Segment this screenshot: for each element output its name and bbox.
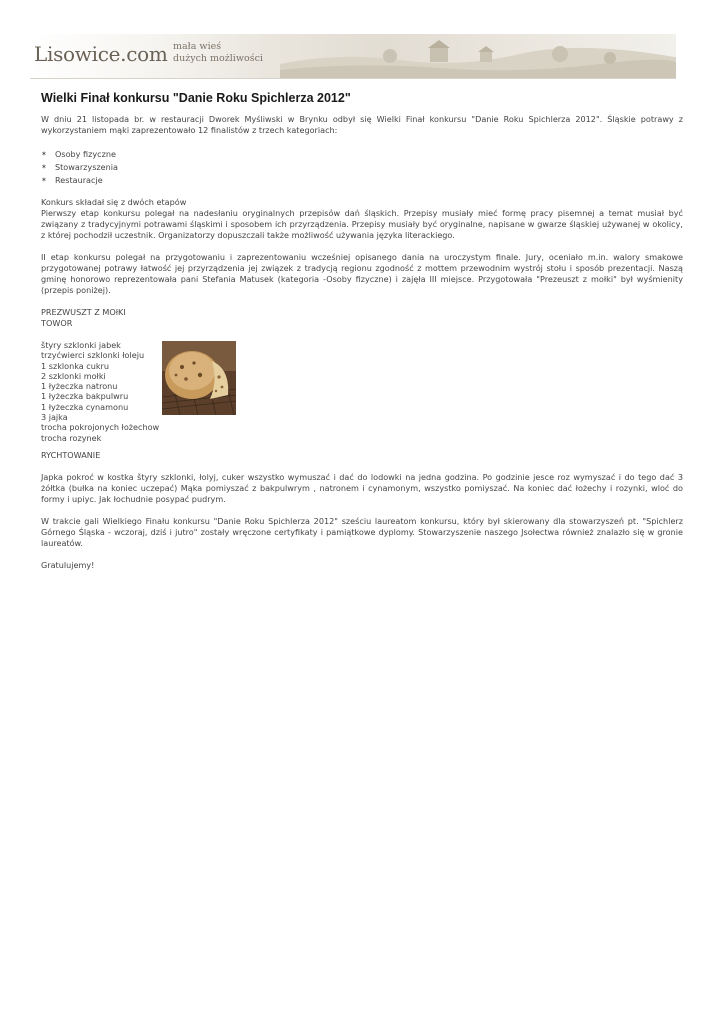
category-list [41, 148, 683, 187]
recipe-block [41, 340, 683, 450]
stages-heading: Konkurs składał się z dwóch etapów [41, 197, 187, 207]
ingredient-list [41, 340, 159, 443]
star-bullet-icon: ✶ [41, 150, 47, 158]
ingredient-item: 3 jajka [41, 412, 68, 423]
ingredient-item: trzyćwierci szklonki łoleju [41, 350, 145, 361]
ingredient-item: trocha pokrojonych łożechow [41, 422, 160, 433]
gala-text: W trakcie gali Wielkiego Finału konkursu "Danie Roku Spichlerza 2012" sześciu laureatom konkursu, który był skierowany dla stowarzyszeń pt. "Spichlerz Górnego Śląska - wczoraj, dziś i jutro" zostały wręczone certyfikaty i pamiątkowe dyplomy. Stowarzyszenie naszego Jsołectwa również znalazło się w gronie laureatów. [41, 516, 683, 548]
ingredient-item: trocha rozynek [41, 432, 102, 443]
ingredient-item: 1 szklonka cukru [41, 360, 110, 371]
tagline-line-2: dużych możliwości [173, 53, 263, 64]
list-item: ✶ Stowarzyszenia [41, 162, 118, 172]
site-tagline [173, 41, 263, 65]
list-item: ✶ Restauracje [41, 175, 103, 185]
tagline-line-1: mała wieś [173, 41, 222, 52]
stage-two-text: II etap konkursu polegał na przygotowaniu i zaprezentowaniu wcześniej opisanego dania na uroczystym finale. Jury, oceniało m.in. walory smakowe przygotowanej potrawy łatwość jej przyrządzenia jej związek z tradycją regionu zgodność z mottem przewodnim wystrój stołu i sposób prezentacji. Naszą gminę honorowo reprezentowała pani Stefania Matusek (kategoria -Osoby fizyczne) i zajęła III miejsce. Przygotowała "Prezeuszt z mołki" był wyśmienity (przepis poniżej). [41, 252, 683, 295]
cake-photo [162, 341, 236, 415]
stage-one-text: Pierwszy etap konkursu polegał na nadesłaniu oryginalnych przepisów dań śląskich. Przepisy musiały mieć formę pracy pisemnej a temat musiał być związany z tradycyjnymi potrawami śląskimi i sposobem ich przyrządzenia. Przepisy musiały być oryginalne, napisane w gwarze śląskiej używanej w okolicy, z której pochodził uczestnik. Organizatorzy dopuszczali także możliwość używania języka literackiego. [41, 208, 683, 240]
landscape-illustration [280, 34, 676, 78]
recipe-title-line-1: PREZWUSZT Z MOłKI [41, 307, 126, 317]
ingredient-item: štyry szklonki jabek [41, 340, 121, 350]
preparation-text: Japka pokroć w kostka štyry szklonki, łolyj, cuker wszystko wymuszać i dać do lodowki na jedna godzina. Po godzinie jesce roz wymyszać i do tego dać 3 żółtka (bułka na koniec uczepać) Mąka pomiyszać z bakpulwrym , natronem i cynamonym, wszystko pomiyszać. Na koniec dać łożechy i rozynki, wloć do formy i upiyc. Jak łochudnie posypać pudrym. [41, 472, 683, 504]
header-banner [30, 34, 676, 79]
ingredient-item: 1 łyżeczka natronu [41, 381, 118, 392]
ingredient-item: 1 łyżeczka bakpulwru [41, 391, 129, 402]
closing-text: Gratulujemy! [41, 560, 95, 570]
article-intro: W dniu 21 listopada br. w restauracji Dworek Myśliwski w Brynku odbył się Wielki Finał konkursu "Danie Roku Spichlerza 2012". Śląskie potrawy z wykorzystaniem mąki zaprezentowało 12 finalistów z trzech kategoriach: [41, 114, 683, 135]
site-logo[interactable]: Lisowice.com [34, 42, 168, 66]
article [41, 91, 683, 571]
article-title: Wielki Finał konkursu "Danie Roku Spichlerza 2012" [41, 91, 351, 105]
list-item: ✶ Osoby fizyczne [41, 149, 116, 159]
ingredient-item: 1 łyżeczka cynamonu [41, 401, 129, 412]
ingredient-item: 2 szklonki mołki [41, 370, 106, 381]
star-bullet-icon: ✶ [41, 163, 47, 171]
recipe-title-line-2: TOWOR [41, 318, 73, 328]
preparation-heading: RYCHTOWANIE [41, 450, 101, 460]
star-bullet-icon: ✶ [41, 176, 47, 184]
